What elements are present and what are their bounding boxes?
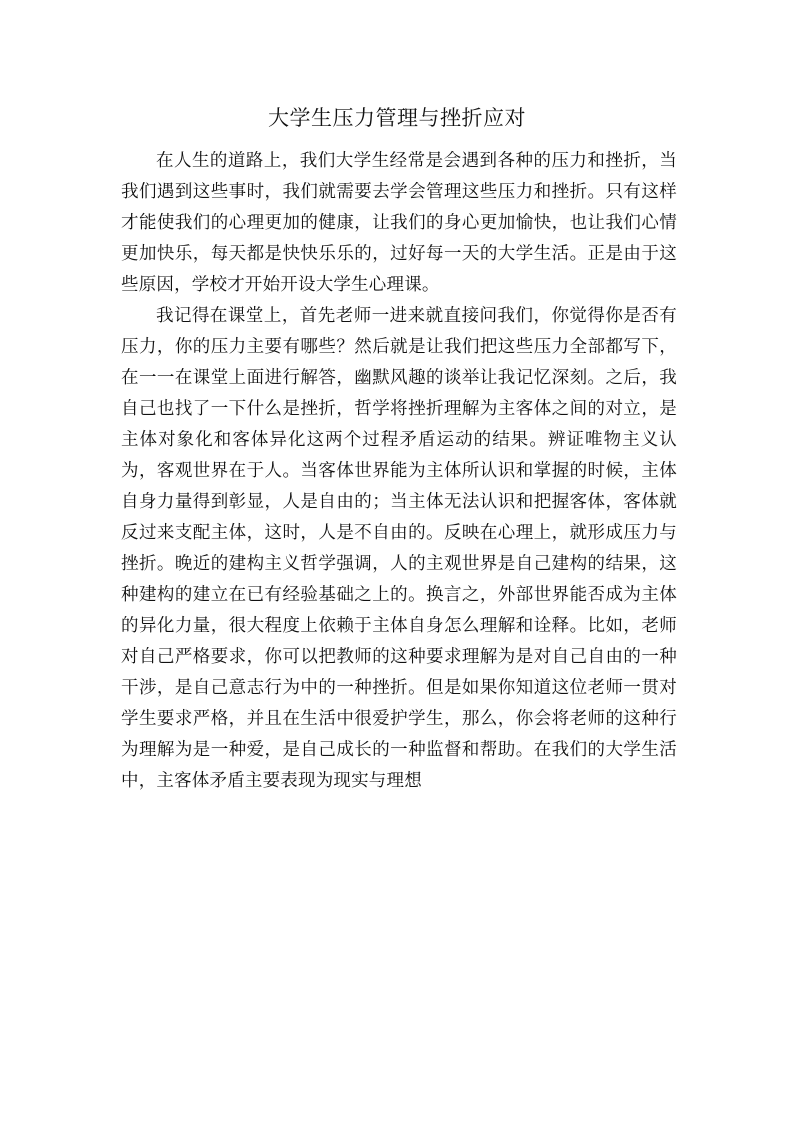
document-title: 大学生压力管理与挫折应对 bbox=[268, 106, 526, 130]
document-body bbox=[121, 146, 677, 797]
paragraph-1: 在人生的道路上，我们大学生经常是会遇到各种的压力和挫折，当我们遇到这些事时，我们就需要去学会管理这些压力和挫折。只有这样才能使我们的心理更加的健康，让我们的身心更加愉快，也让我们心情更加快乐，每天都是快快乐乐的，过好每一天的大学生活。正是由于这些原因，学校才开始开设大学生心理课。 bbox=[121, 151, 677, 295]
paragraph-2: 我记得在课堂上，首先老师一进来就直接问我们，你觉得你是否有压力，你的压力主要有哪些？然后就是让我们把这些压力全部都写下，在一一在课堂上面进行解答，幽默风趣的谈举让我记忆深刻。之后，我自己也找了一下什么是挫折，哲学将挫折理解为主客体之间的对立，是主体对象化和客体异化这两个过程矛盾运动的结果。辨证唯物主义认为，客观世界在于人。当客体世界能为主体所认识和掌握的时候，主体自身力量得到彰显，人是自由的；当主体无法认识和把握客体，客体就反过来支配主体，这时，人是不自由的。反映在心理上，就形成压力与挫折。晚近的建构主义哲学强调，人的主观世界是自己建构的结果，这种建构的建立在已有经验基础之上的。换言之，外部世界能否成为主体的异化力量，很大程度上依赖于主体自身怎么理解和诠释。比如，老师对自己严格要求，你可以把教师的这种要求理解为是对自己自由的一种干涉，是自己意志行为中的一种挫折。但是如果你知道这位老师一贯对学生要求严格，并且在生活中很爱护学生，那么，你会将老师的这种行为理解为是一种爱，是自己成长的一种监督和帮助。在我们的大学生活中，主客体矛盾主要表现为现实与理想 bbox=[121, 306, 677, 791]
